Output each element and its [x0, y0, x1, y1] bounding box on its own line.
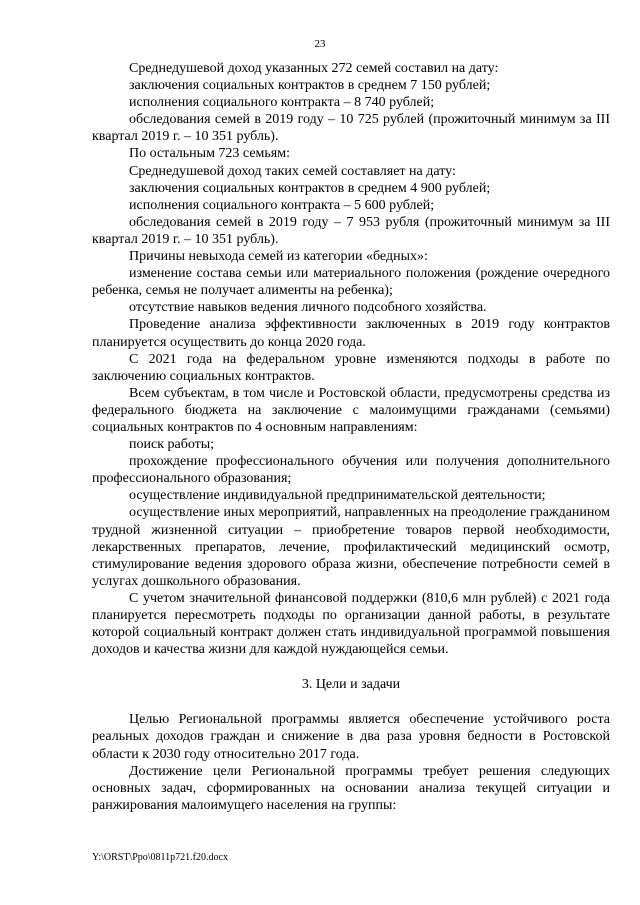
paragraph: обследования семей в 2019 году – 10 725 рублей (прожиточный минимум за III квартал 2019 г. – 10 351 рубль).: [92, 112, 610, 145]
paragraph: Целью Региональной программы является обеспечение устойчивого роста реальных доходов граждан и снижение в два раза уровня бедности в Ростовской области к 2030 году относительно 2017 года.: [92, 712, 610, 762]
paragraph: Среднедушевой доход указанных 272 семей составил на дату:: [129, 61, 499, 76]
paragraph: По остальным 723 семьям:: [129, 146, 290, 162]
paragraph: С 2021 года на федеральном уровне изменяются подходы в работе по заключению социальных контрактов.: [92, 351, 610, 384]
paragraph: заключения социальных контрактов в среднем 7 150 рублей;: [129, 78, 491, 94]
paragraph: осуществление иных мероприятий, направленных на преодоление гражданином трудной жизненной ситуации – приобретение товаров первой необходимости, лекарственных препаратов, лечение, профилактический медицинский осмотр, стимулирование ведения здорового образа жизни, обеспечение потребности семей в услугах дошкольного образования.: [92, 505, 610, 589]
paragraph: отсутствие навыков ведения личного подсобного хозяйства.: [129, 300, 487, 316]
paragraph: исполнения социального контракта – 5 600 рублей;: [129, 197, 435, 213]
section-heading: 3. Цели и задачи: [301, 677, 401, 693]
paragraph: осуществление индивидуальной предпринимательской деятельности;: [129, 488, 546, 504]
paragraph: прохождение профессионального обучения или получения дополнительного профессионального образования;: [92, 454, 610, 487]
paragraph: Причины невыхода семей из категории «бедных»:: [129, 249, 428, 265]
paragraph: исполнения социального контракта – 8 740 рублей;: [129, 95, 435, 111]
paragraph: изменение состава семьи или материального положения (рождение очередного ребенка, семья не получает алименты на ребенка);: [92, 266, 610, 299]
paragraph: С учетом значительной финансовой поддержки (810,6 млн рублей) с 2021 года планируется пересмотреть подходы по организации данной работы, в результате которой социальный контракт должен стать индивидуальной программой повышения доходов и качества жизни для каждой нуждающейся семьи.: [92, 590, 610, 658]
document-body: [92, 60, 610, 814]
paragraph: Всем субъектам, в том числе и Ростовской области, предусмотрены средства из федерального бюджета на заключение с малоимущими гражданами (семьями) социальных контрактов по 4 основным направлениям:: [92, 385, 610, 435]
paragraph: Достижение цели Региональной программы требует решения следующих основных задач, сформированных на основании анализа текущей ситуации и ранжирования малоимущего населения на группы:: [92, 763, 610, 813]
paragraph: обследования семей в 2019 году – 7 953 рубля (прожиточный минимум за III квартал 2019 г. – 10 351 рубль).: [92, 214, 610, 247]
paragraph: поиск работы;: [129, 437, 215, 453]
paragraph: Среднедушевой доход таких семей составляет на дату:: [129, 163, 456, 179]
footer-file-path: Y:\ORST\Ppo\0811p721.f20.docx: [92, 852, 228, 863]
paragraph: Проведение анализа эффективности заключенных в 2019 году контрактов планируется осуществить до конца 2020 года.: [92, 317, 610, 350]
paragraph: заключения социальных контрактов в среднем 4 900 рублей;: [129, 180, 491, 196]
page-number: 23: [314, 38, 326, 50]
